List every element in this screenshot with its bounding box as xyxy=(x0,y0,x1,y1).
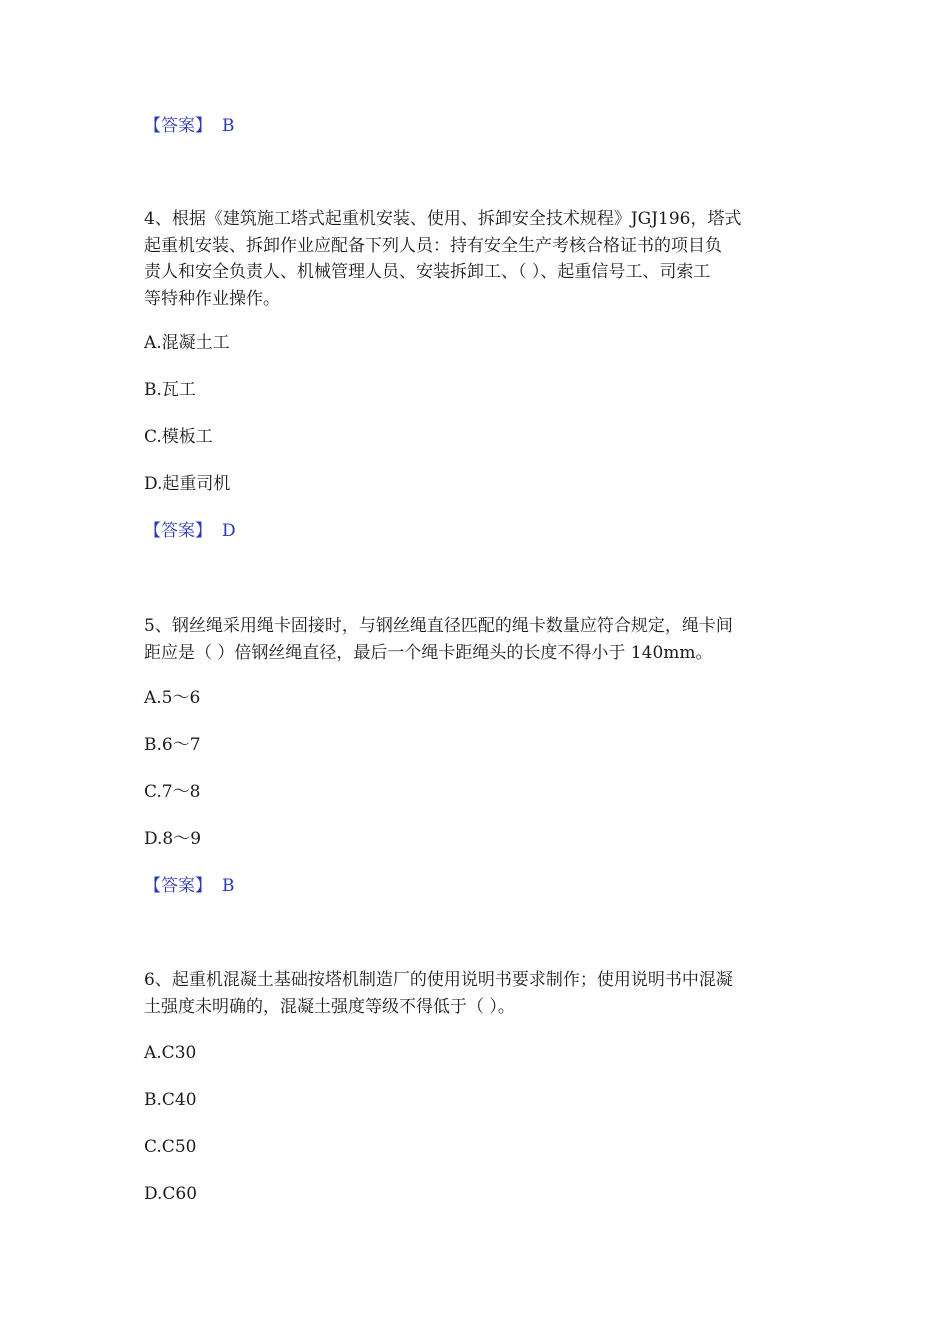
question-6-option-b: B.C40 xyxy=(144,1090,197,1110)
question-4-option-c: C.模板工 xyxy=(144,427,213,447)
question-5-option-a: A.5～6 xyxy=(144,688,201,708)
question-5-stem xyxy=(144,613,806,666)
question-4-option-b: B.瓦工 xyxy=(144,380,196,400)
question-4-stem xyxy=(144,206,806,312)
question-4-line: 起重机安装、拆卸作业应配备下列人员：持有安全生产考核合格证书的项目负 xyxy=(144,235,722,256)
answer-value: D xyxy=(222,521,236,541)
answer-label: 【答案】 xyxy=(144,521,212,541)
answer-line xyxy=(144,521,236,541)
question-5-line: 5、钢丝绳采用绳卡固接时，与钢丝绳直径匹配的绳卡数量应符合规定，绳卡间 xyxy=(144,616,733,636)
answer-label: 【答案】 xyxy=(144,116,212,136)
question-5-option-b: B.6～7 xyxy=(144,735,201,755)
question-5-line: 距应是（ ）倍钢丝绳直径，最后一个绳卡距绳头的长度不得小于 140mm。 xyxy=(144,642,713,663)
answer-line xyxy=(144,116,235,136)
question-6-stem xyxy=(144,967,806,1020)
question-5-option-d: D.8～9 xyxy=(144,829,202,849)
question-4-option-d: D.起重司机 xyxy=(144,474,231,494)
answer-line xyxy=(144,876,235,896)
question-6-line: 6、起重机混凝土基础按塔机制造厂的使用说明书要求制作；使用说明书中混凝 xyxy=(144,970,733,990)
question-6-line: 土强度未明确的，混凝土强度等级不得低于（ ）。 xyxy=(144,996,515,1017)
question-4-line: 责人和安全负责人、机械管理人员、安装拆卸工、（ ）、起重信号工、司索工 xyxy=(144,262,711,282)
question-6-option-d: D.C60 xyxy=(144,1184,198,1204)
question-6-option-c: C.C50 xyxy=(144,1137,197,1157)
question-4-line: 4、根据《建筑施工塔式起重机安装、使用、拆卸安全技术规程》JGJ196，塔式 xyxy=(144,209,742,229)
answer-value: B xyxy=(222,116,235,136)
question-4-option-a: A.混凝土工 xyxy=(144,333,230,353)
question-4-line: 等特种作业操作。 xyxy=(144,288,280,309)
question-5-option-c: C.7～8 xyxy=(144,782,201,802)
answer-value: B xyxy=(222,876,235,896)
question-6-option-a: A.C30 xyxy=(144,1043,197,1063)
answer-label: 【答案】 xyxy=(144,876,212,896)
